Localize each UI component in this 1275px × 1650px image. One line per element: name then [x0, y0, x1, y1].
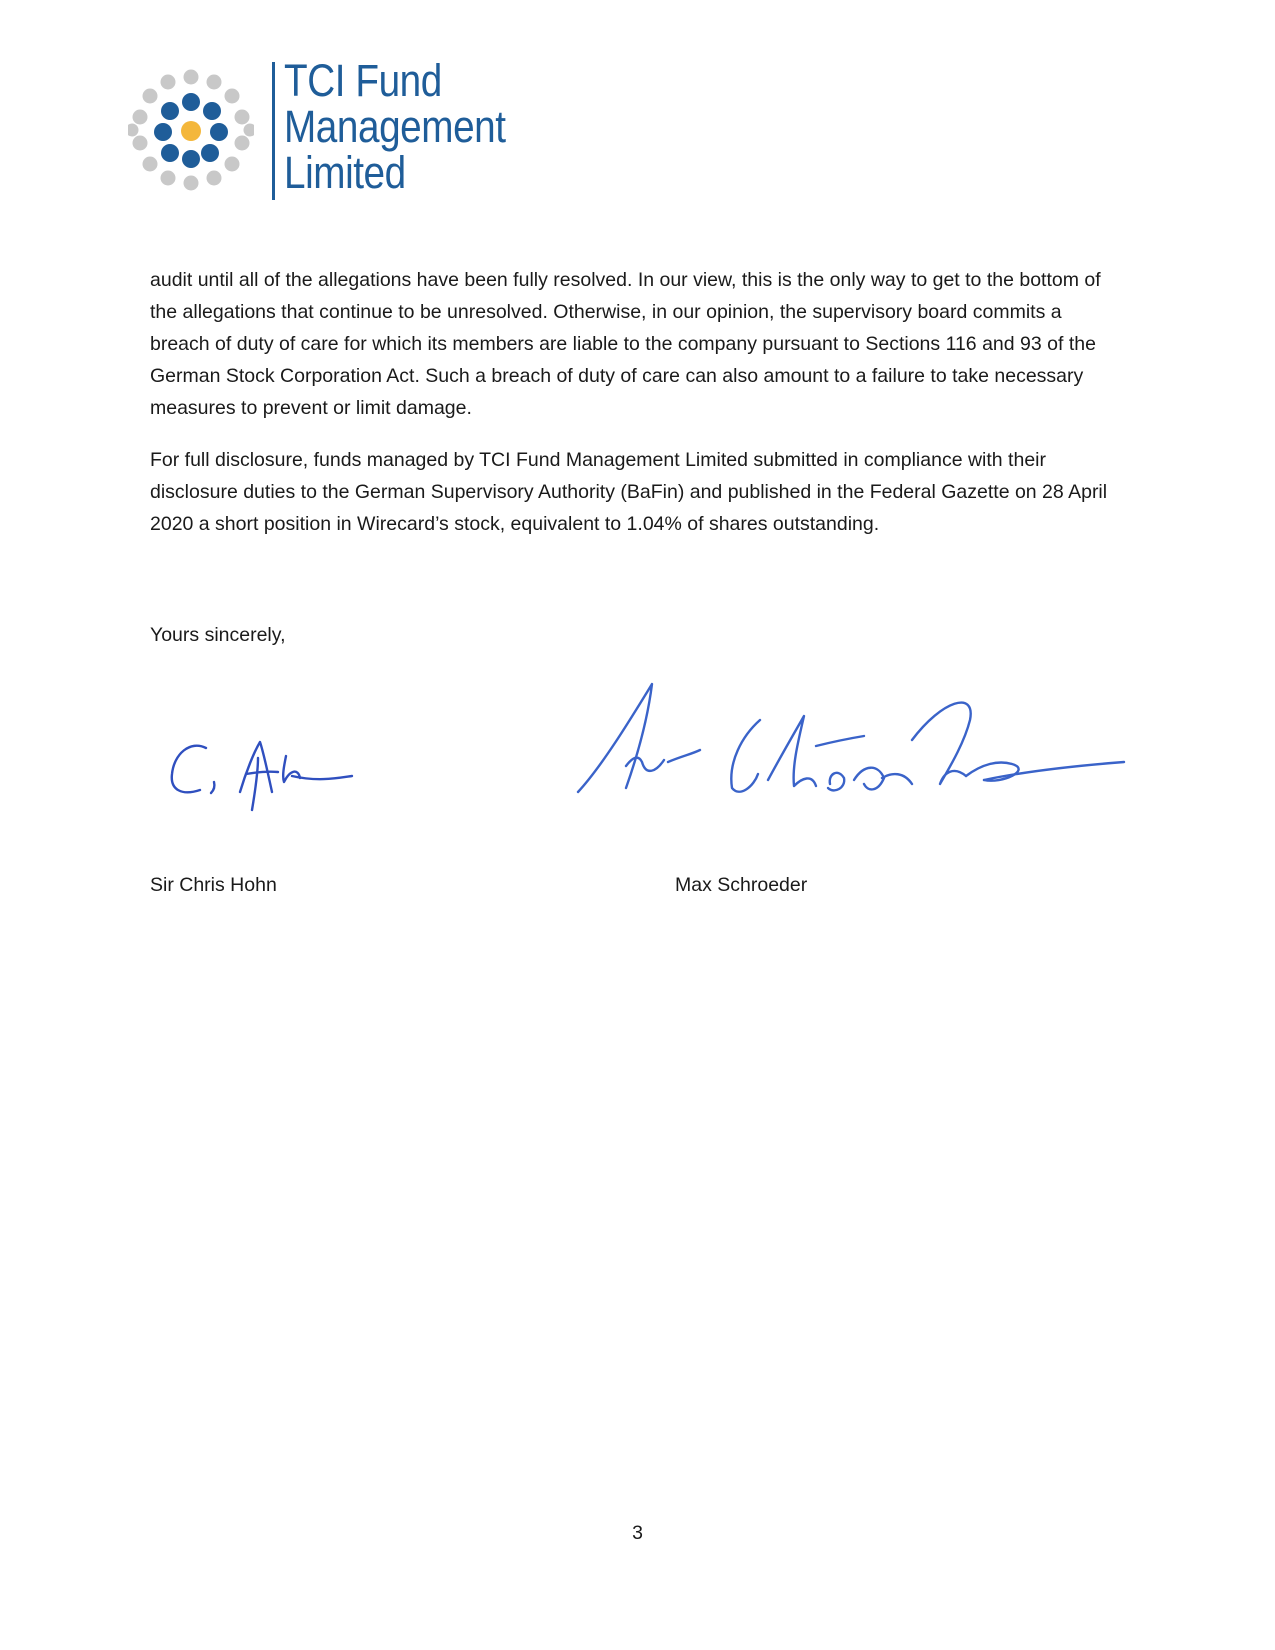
logo-line-1: TCI Fund [284, 55, 442, 106]
signatory-name-1: Sir Chris Hohn [150, 874, 277, 896]
logo-line-2: Management [284, 101, 506, 152]
closing-salutation: Yours sincerely, [150, 624, 286, 646]
letter-paragraph-2: For full disclosure, funds managed by TCI Fund Management Limited submitted in compliance with their disclosure duties to the German Supervisory Authority (BaFin) and published in the Federal Gazette on 28 April 2020 a short position in Wirecard’s stock, equivalent to 1.04% of shares outstanding. [150, 449, 1108, 535]
logo-line-3: Limited [284, 147, 406, 198]
page-number: 3 [632, 1522, 643, 1544]
letter-paragraph-1: audit until all of the allegations have been fully resolved. In our view, this is the only way to get to the bottom of the allegations that continue to be unresolved. Otherwise, in our opinion, the supervisory board commits a breach of duty of care for which its members are liable to the company pursuant to Sections 116 and 93 of the German Stock Corporation Act. Such a breach of duty of care can also amount to a failure to take necessary measures to prevent or limit damage. [150, 269, 1101, 419]
signature-chris-hohn [168, 730, 378, 820]
signatory-name-2: Max Schroeder [675, 874, 808, 896]
company-logo [128, 55, 528, 202]
logo-wordmark [284, 55, 506, 198]
center-dot [181, 121, 201, 141]
signature-max-schroeder [572, 680, 1127, 840]
dot-circle-logo-icon [128, 67, 254, 193]
logo-divider [272, 62, 275, 200]
